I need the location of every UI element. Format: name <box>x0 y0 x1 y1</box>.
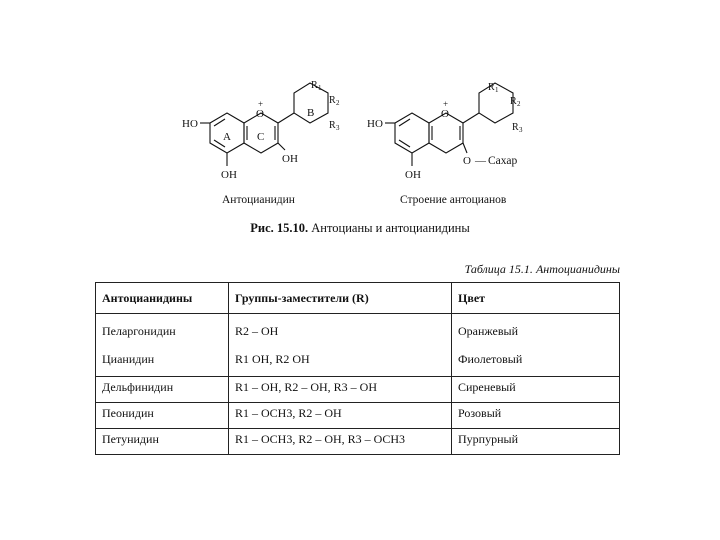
struct-label-r1: R <box>311 80 318 91</box>
groups-pelargonidin: R2 – OH <box>235 324 279 338</box>
struct2-label-dash: — <box>475 155 486 167</box>
struct2-label-o: O <box>463 155 471 167</box>
table-row <box>96 314 620 377</box>
header-anthocyanidins: Антоцианидины <box>96 283 229 314</box>
struct2-label-r3: R <box>512 122 519 133</box>
chemical-structures-figure <box>170 78 550 213</box>
cell-name: Петунидин <box>96 429 229 455</box>
struct2-label-plus: + <box>443 99 449 109</box>
struct-label-r3: R <box>329 120 336 131</box>
struct2-label-r1: R <box>488 82 495 93</box>
struct-label-r2-sub: 2 <box>336 99 340 107</box>
struct-label-r1-sub: 1 <box>318 84 322 92</box>
struct-label-plus: + <box>258 99 264 109</box>
anthocyanidins-table <box>95 282 620 455</box>
struct2-label-oh-bottom: OH <box>405 169 421 181</box>
struct2-label-ring-oxygen: O <box>441 108 449 120</box>
struct-label-r2: R <box>329 95 336 106</box>
struct-caption-left: Антоцианидин <box>222 194 295 206</box>
table-row <box>96 377 620 403</box>
struct2-label-r1-sub: 1 <box>495 86 499 94</box>
struct-label-oh-right: OH <box>282 153 298 165</box>
cell-groups: R1 – OH, R2 – OH, R3 – OH <box>229 377 452 403</box>
anthocyanin-structure <box>385 83 513 166</box>
cell-color: Пурпурный <box>452 429 620 455</box>
figure-caption-text: Антоцианы и антоцианидины <box>311 221 470 235</box>
header-substituent-groups: Группы-заместители (R) <box>229 283 452 314</box>
figure-caption-label: Рис. 15.10. <box>250 221 309 235</box>
struct2-label-ho: HO <box>367 118 383 130</box>
header-color: Цвет <box>452 283 620 314</box>
table-row <box>96 429 620 455</box>
struct-label-oh-bottom: OH <box>221 169 237 181</box>
struct-caption-right: Строение антоцианов <box>400 194 507 206</box>
anthocyanidin-structure <box>200 83 328 166</box>
groups-cyanidin: R1 OH, R2 OH <box>235 352 310 366</box>
struct-label-ho: HO <box>182 118 198 130</box>
table-caption-text: Антоцианидины <box>535 262 620 276</box>
struct-label-r3-sub: 3 <box>336 124 340 132</box>
cell-color: Сиреневый <box>452 377 620 403</box>
color-pelargonidin: Оранжевый <box>458 324 519 338</box>
cell-groups <box>229 314 452 377</box>
name-cyanidin: Цианидин <box>102 352 155 366</box>
table-caption <box>465 262 620 277</box>
cell-color <box>452 314 620 377</box>
struct2-label-sugar: Сахар <box>488 155 518 167</box>
struct-label-ring-a: A <box>223 131 231 143</box>
table-header-row <box>96 283 620 314</box>
struct2-label-r3-sub: 3 <box>519 126 523 134</box>
cell-name: Пеонидин <box>96 403 229 429</box>
cell-groups: R1 – OCH3, R2 – OH, R3 – OCH3 <box>229 429 452 455</box>
table-caption-label: Таблица 15.1. <box>464 262 533 276</box>
cell-name <box>96 314 229 377</box>
cell-groups: R1 – OCH3, R2 – OH <box>229 403 452 429</box>
struct-label-ring-c: C <box>257 131 265 143</box>
struct-label-ring-b: B <box>307 107 315 119</box>
struct2-label-r2-sub: 2 <box>517 100 521 108</box>
cell-name: Дельфинидин <box>96 377 229 403</box>
struct-label-ring-oxygen: O <box>256 108 264 120</box>
table-row <box>96 403 620 429</box>
figure-caption <box>0 221 720 236</box>
color-cyanidin: Фиолетовый <box>458 352 523 366</box>
name-pelargonidin: Пеларгонидин <box>102 324 176 338</box>
cell-color: Розовый <box>452 403 620 429</box>
struct2-label-r2: R <box>510 96 517 107</box>
